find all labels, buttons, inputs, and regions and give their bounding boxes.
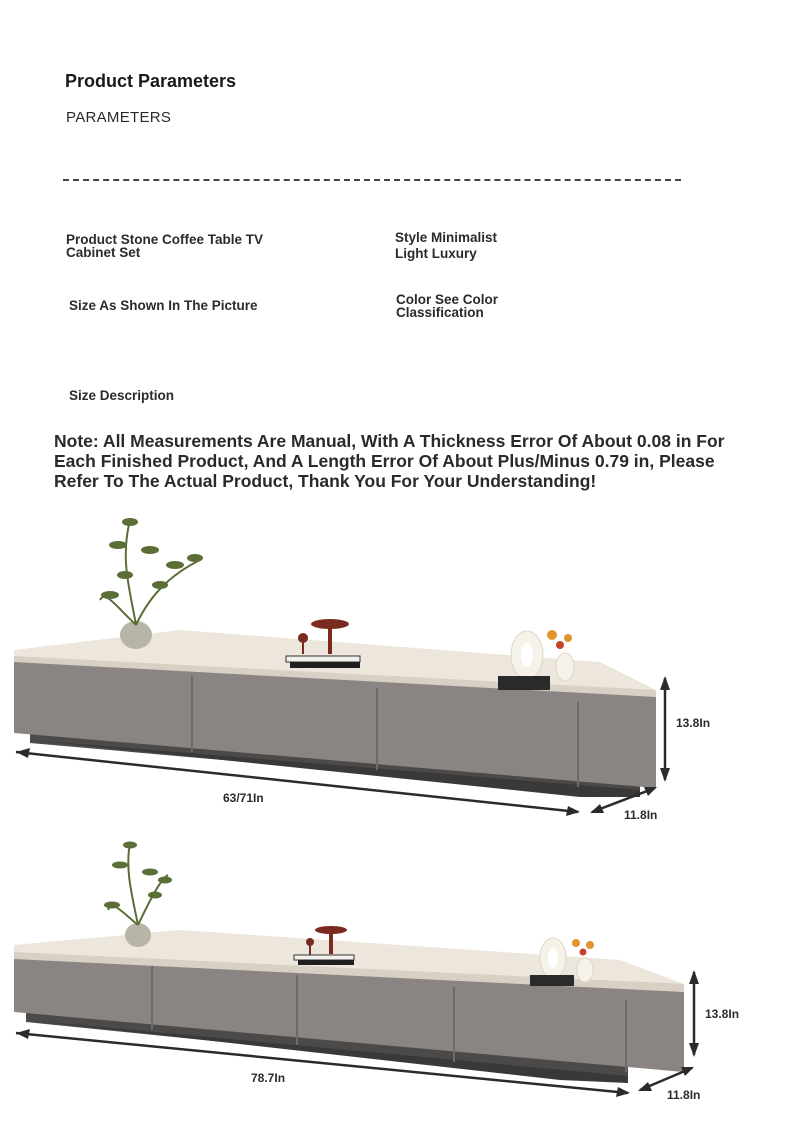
cabinet-4-height-label: 13.8In xyxy=(705,1007,740,1021)
cabinet-4-depth-label: 11.8In xyxy=(667,1088,701,1102)
param-color: Color See Color Classification xyxy=(396,292,499,320)
measurement-note: Note: All Measurements Are Manual, With A Thickness Error Of About 0.08 in For Each Finished Product, And A Length Error Of About Plus/Minus 0.79 in, Please Refer To The Actual Product, Thank You For Your Understanding! xyxy=(54,431,725,491)
cabinet-3-height-label: 13.8In xyxy=(676,716,711,730)
page-title: Product Parameters xyxy=(65,71,237,91)
page-subtitle: PARAMETERS xyxy=(66,109,172,126)
size-description-label: Size Description xyxy=(69,388,175,403)
param-size: Size As Shown In The Picture xyxy=(69,298,258,313)
cabinet-4-width-label: 78.7In xyxy=(251,1071,286,1085)
cabinet-3-width-label: 63/71In xyxy=(223,791,264,805)
param-product: Product Stone Coffee Table TV Cabinet Set xyxy=(66,232,264,260)
cabinet-3-depth-label: 11.8In xyxy=(624,808,658,822)
param-style: Style Minimalist Light Luxury xyxy=(395,230,498,261)
